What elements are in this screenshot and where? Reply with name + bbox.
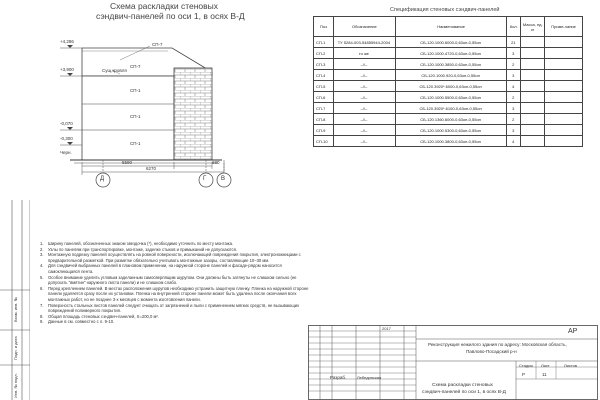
- note-text: Особое внимание уделить угловым заделанным самосверлящим шурупом. Они должны быть затянуты не слишком сильно (не допускать "вмятин" наружного листа панели) и не слишком слабо.: [48, 274, 297, 286]
- note-number: 6.: [40, 285, 44, 291]
- spec-cell: СП-6: [314, 92, 334, 103]
- spec-header: Масса, ед. кг: [521, 17, 545, 37]
- note-number: 2.: [40, 246, 44, 252]
- spec-cell: 21: [507, 37, 521, 48]
- callout-top-panel: СП-7: [152, 42, 163, 47]
- spec-cell: СБ-120.1000.3800-0,63он-0,55он: [395, 136, 506, 147]
- note-text: Для сэндвичей выбранных панелей в плановом применении, на наружной стороне панелей и фасаде-рядом наносится самоклеющаяся лента.: [48, 263, 282, 274]
- spec-row: [314, 48, 583, 59]
- note-item: [40, 303, 310, 314]
- title-sheet: 11: [542, 372, 547, 377]
- spec-cell: СБ-120.1000.3850-0,63он-0,55он: [395, 59, 506, 70]
- title-year: 2017: [382, 326, 391, 331]
- elevation-top: +4,286: [60, 39, 74, 44]
- spec-header: Кол.: [507, 17, 521, 37]
- spec-cell: СБ-120.3920*.6100-0,63он-0,55он: [395, 103, 506, 114]
- spec-cell: 2: [507, 114, 521, 125]
- spec-cell: [521, 92, 545, 103]
- spec-cell: СП-2: [314, 48, 334, 59]
- spec-row: [314, 70, 583, 81]
- spec-cell: –//–: [333, 103, 395, 114]
- note-number: 3.: [40, 252, 44, 258]
- spec-cell: [545, 125, 583, 136]
- spec-cell: [521, 125, 545, 136]
- spec-cell: –//–: [333, 136, 395, 147]
- spec-cell: [521, 136, 545, 147]
- dimension-overall: 6270: [146, 166, 157, 171]
- spec-cell: СП-3: [314, 59, 334, 70]
- note-item: [40, 286, 310, 303]
- spec-cell: [545, 37, 583, 48]
- note-text: Узлы по панелям при транспортировке, монтаже, заделке стыков и примыканий не допускаются.: [48, 246, 238, 252]
- spec-cell: СП-7: [314, 103, 334, 114]
- spec-cell: 3: [507, 48, 521, 59]
- note-number: 7.: [40, 302, 44, 308]
- spec-cell: СБ-120.1000.4720-0,63он-0,55он: [395, 48, 506, 59]
- spec-cell: [545, 81, 583, 92]
- note-text: Перед креплением панелей. В местах расположения шурупов необходимо устранить защитную пленку. Пленка на наружной стороне панели удаляется сразу после их установки. Пленка на внутренней стороне панели может быть удалена после окончания всех монтажных работ, но не позднее 3-х месяцев с момента изготовления панели.: [48, 285, 309, 302]
- note-number: 8.: [40, 313, 44, 319]
- spec-row: [314, 114, 583, 125]
- title-drawing-name-line1: Схема раскладки стеновых: [432, 383, 493, 388]
- elevation-bottom: -0,300: [60, 136, 73, 141]
- spec-cell: 4: [507, 81, 521, 92]
- spec-cell: СБ-120.1000.5500-0,63он-0,55он: [395, 92, 506, 103]
- title-project-line1: Реконструкция нежилого здания по адресу: Московская область,: [428, 342, 567, 347]
- note-text: Данные в см. совместно с л. 9-10.: [48, 319, 115, 325]
- spec-cell: СБ-120.1360.6000-0,63он-0,55он: [395, 114, 506, 125]
- drawing-title-line1: Схема раскладки стеновых: [110, 1, 219, 11]
- dimension-span2: 680: [212, 160, 220, 165]
- spec-header: Приме-чание: [545, 17, 583, 37]
- title-stage-header: Стадия: [519, 363, 533, 368]
- note-item: [40, 252, 310, 263]
- spec-cell: [545, 103, 583, 114]
- spec-cell: 3: [507, 103, 521, 114]
- title-person: Лебединская: [357, 375, 382, 380]
- spec-cell: [545, 92, 583, 103]
- title-project-line2: Павлово-Посадский р-н: [466, 349, 517, 354]
- wall-panel-area: [82, 76, 174, 160]
- spec-row: [314, 103, 583, 114]
- panel-label: СП-1: [130, 88, 141, 93]
- panel-label: СП-1: [130, 141, 141, 146]
- spec-cell: –//–: [333, 125, 395, 136]
- spec-title: Спецификация стеновых сэндвич-панелей: [390, 7, 500, 13]
- spec-cell: СП-10: [314, 136, 334, 147]
- spec-row: [314, 125, 583, 136]
- drawing-title-line2: сэндвич-панелей по оси 1, в осях В-Д: [96, 11, 245, 21]
- note-text: Ширину панелей, обозначенных знаком звездочка (*), необходимо уточнить по месту монтажа.: [48, 241, 234, 246]
- axis-label: Д: [100, 176, 105, 182]
- spec-cell: [545, 70, 583, 81]
- spec-cell: –//–: [333, 81, 395, 92]
- panel-label: СП-7: [130, 64, 141, 69]
- note-text: Поверхность стальных листов панелей следует очищать от загрязнений и пыли с применением мягких средств, не вызывающих повреждений полимерного покрытия.: [48, 302, 300, 314]
- title-sheets-header: Листов: [564, 363, 577, 368]
- spec-row: [314, 59, 583, 70]
- spec-cell: [521, 103, 545, 114]
- spec-cell: [545, 114, 583, 125]
- title-block: [308, 325, 598, 400]
- spec-cell: 3: [507, 125, 521, 136]
- spec-cell: [545, 59, 583, 70]
- panel-label: СП-1: [130, 114, 141, 119]
- spec-cell: СП-5: [314, 81, 334, 92]
- spec-cell: [521, 81, 545, 92]
- spec-cell: [521, 59, 545, 70]
- spec-cell: –//–: [333, 114, 395, 125]
- spec-cell: СП-9: [314, 125, 334, 136]
- spec-row: [314, 81, 583, 92]
- spec-cell: 2: [507, 59, 521, 70]
- spec-cell: СБ-120.1000.5300-0,63он-0,55он: [395, 125, 506, 136]
- spec-cell: 2: [507, 92, 521, 103]
- spec-row: [314, 37, 583, 48]
- title-sheet-header: Лист: [541, 363, 550, 368]
- brick-wall: [174, 68, 212, 160]
- notes-list: [40, 241, 310, 325]
- spec-cell: то же: [333, 48, 395, 59]
- spec-cell: СП-4: [314, 70, 334, 81]
- title-sheet-code: АР: [568, 328, 578, 335]
- spec-row: [314, 92, 583, 103]
- note-number: 4.: [40, 263, 44, 269]
- spec-row: [314, 136, 583, 147]
- note-item: [40, 275, 310, 286]
- spec-cell: СБ-120.3920*.6000-0,63он-0,55он: [395, 81, 506, 92]
- spec-header: Наименование: [395, 17, 506, 37]
- spec-cell: СП-1: [314, 37, 334, 48]
- note-text: Общая площадь стеновых сэндвич-панелей, S=200,0 м².: [48, 313, 159, 319]
- title-drawing-name-line2: сэндвич-панелей по оси 1, в осях В-Д: [422, 390, 506, 395]
- note-number: 1.: [40, 241, 44, 246]
- spec-header: Обозначение: [333, 17, 395, 37]
- spec-header: Поз: [314, 17, 334, 37]
- side-stamp-label: Подп. и дата: [13, 336, 18, 360]
- spec-cell: –//–: [333, 59, 395, 70]
- spec-cell: СП-8: [314, 114, 334, 125]
- spec-cell: СБ-120.1000.6000-0,63он-0,55он: [395, 37, 506, 48]
- callout-existing-roof: Сущ.кровля: [102, 68, 127, 73]
- spec-cell: [545, 48, 583, 59]
- spec-cell: [521, 114, 545, 125]
- spec-cell: [545, 136, 583, 147]
- axis-label: Г: [203, 176, 207, 182]
- spec-cell: [521, 37, 545, 48]
- elevation-middle: +3,900: [60, 67, 74, 72]
- spec-header-row: [314, 17, 583, 37]
- note-item: [40, 319, 310, 325]
- spec-cell: 3: [507, 70, 521, 81]
- spec-cell: –//–: [333, 92, 395, 103]
- note-text: Монтажную подрезку панелей осуществлять на ровной поверхности, исключающей повреждения покрытия, электроножницами с предварительной разметкой. При разметке обязательно учитывать монтажные зазоры, составляющие 10–30 мм.: [48, 252, 301, 263]
- spec-cell: ТУ 5284-003-54855944-2004: [333, 37, 395, 48]
- spec-cell: 4: [507, 136, 521, 147]
- title-stage: Р: [522, 372, 526, 377]
- spec-cell: СБ-120.1000.920-0,63он-0,55он: [395, 70, 506, 81]
- axis-label: В: [221, 176, 226, 182]
- note-number: 5.: [40, 274, 44, 280]
- note-item: [40, 263, 310, 274]
- side-stamp-label: Инв. № подл.: [13, 373, 18, 398]
- dimension-span1: 5590: [122, 160, 133, 165]
- spec-cell: [521, 70, 545, 81]
- spec-table: [313, 16, 583, 147]
- side-stamp-label: Взам. инв. №: [13, 297, 18, 322]
- title-role: Разраб.: [330, 375, 347, 380]
- grade-note: Черн.: [60, 150, 72, 155]
- spec-cell: [521, 48, 545, 59]
- elevation-low: -0,070: [60, 121, 73, 126]
- spec-cell: –//–: [333, 70, 395, 81]
- note-number: 9.: [40, 319, 44, 325]
